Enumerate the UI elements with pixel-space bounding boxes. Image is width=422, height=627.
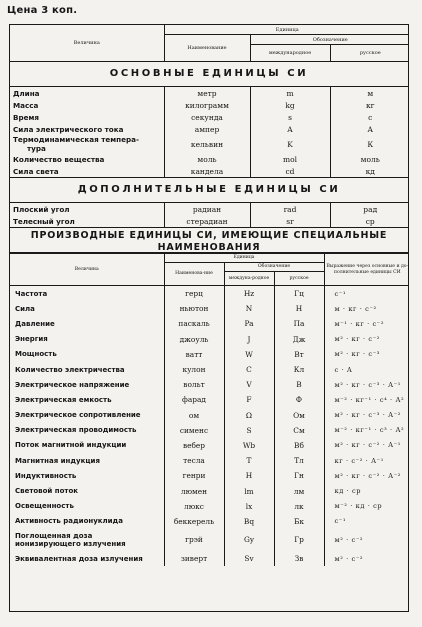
derived-row — [10, 362, 409, 377]
header2-expression: Выражение через основные и до-полнительные единицы СИ — [324, 254, 409, 286]
russian-symbol: кд — [330, 165, 409, 177]
quantity-name: Длина — [13, 88, 40, 98]
quantity-cell — [10, 377, 164, 392]
quantity-cell — [10, 453, 164, 468]
quantity-name: Поглощенная доза — [15, 532, 93, 540]
russian-symbol: с — [330, 111, 409, 123]
unit-name: кулон — [164, 362, 224, 377]
russian-symbol: Вт — [274, 347, 324, 362]
derived-row — [10, 483, 409, 498]
si-expression: м⁻² · кг⁻¹ · с³ · А² — [324, 423, 409, 438]
derived-row — [10, 551, 409, 566]
intl-symbol: Pa — [224, 316, 274, 331]
unit-name: люкс — [164, 499, 224, 514]
quantity-name: Сила электрического тока — [13, 124, 124, 134]
si-expression: с · А — [324, 362, 409, 377]
quantity-name: Поток магнитной индукции — [15, 441, 127, 450]
unit-name: кандела — [164, 165, 250, 177]
russian-symbol: Зв — [274, 551, 324, 566]
unit-name: грэй — [164, 529, 224, 551]
unit-row — [10, 165, 409, 177]
unit-name: метр — [164, 87, 250, 99]
unit-row — [10, 87, 409, 99]
unit-name: беккерель — [164, 514, 224, 529]
unit-row — [10, 135, 409, 153]
derived-row — [10, 377, 409, 392]
header-unit: Единица — [164, 25, 409, 35]
derived-row — [10, 347, 409, 362]
quantity-name-continued: ионизирующего излучения — [15, 540, 126, 548]
quantity-name: Количество вещества — [13, 154, 105, 164]
derived-row — [10, 316, 409, 331]
intl-symbol: W — [224, 347, 274, 362]
intl-symbol: S — [224, 423, 274, 438]
unit-name: герц — [164, 286, 224, 301]
russian-symbol: Гн — [274, 468, 324, 483]
unit-name: генри — [164, 468, 224, 483]
quantity-cell — [10, 468, 164, 483]
intl-symbol: Ω — [224, 408, 274, 423]
unit-name: фарад — [164, 392, 224, 407]
derived-units-title — [10, 227, 408, 253]
intl-symbol: A — [250, 123, 330, 135]
derived-row — [10, 286, 409, 301]
quantity-cell — [10, 347, 164, 362]
quantity-name: Энергия — [15, 335, 48, 344]
header-quantity: Величина — [10, 25, 164, 62]
intl-symbol: Hz — [224, 286, 274, 301]
russian-symbol: Ом — [274, 408, 324, 423]
intl-symbol: H — [224, 468, 274, 483]
unit-row — [10, 111, 409, 123]
quantity-name: Частота — [15, 289, 48, 298]
quantity-name: Мощность — [15, 350, 57, 359]
supplementary-units-title: ДОПОЛНИТЕЛЬНЫЕ ЕДИНИЦЫ СИ — [10, 177, 408, 203]
si-expression: кг · с⁻² · А⁻¹ — [324, 453, 409, 468]
intl-symbol: kg — [250, 99, 330, 111]
quantity-cell — [10, 362, 164, 377]
russian-symbol: Н — [274, 301, 324, 316]
unit-row — [10, 215, 409, 227]
unit-name: кельвин — [164, 135, 250, 153]
unit-name: вебер — [164, 438, 224, 453]
header2-designation: Обозначение — [224, 263, 324, 272]
quantity-cell — [10, 529, 164, 551]
quantity-cell — [10, 438, 164, 453]
intl-symbol: m — [250, 87, 330, 99]
intl-symbol: Sv — [224, 551, 274, 566]
russian-symbol: Кл — [274, 362, 324, 377]
russian-symbol: лм — [274, 483, 324, 498]
supplementary-units-table — [10, 203, 409, 227]
quantity-name: Эквивалентная доза излучения — [15, 554, 143, 563]
intl-symbol: lx — [224, 499, 274, 514]
russian-symbol: кг — [330, 99, 409, 111]
derived-row — [10, 332, 409, 347]
russian-symbol: Вб — [274, 438, 324, 453]
russian-symbol: К — [330, 135, 409, 153]
derived-row — [10, 301, 409, 316]
header2-name: Наименова-ние — [164, 263, 224, 286]
quantity-name-continued: тура — [27, 144, 46, 153]
unit-name: ампер — [164, 123, 250, 135]
unit-row — [10, 123, 409, 135]
quantity-cell — [10, 111, 164, 123]
intl-symbol: C — [224, 362, 274, 377]
price-label: Цена 3 коп. — [7, 5, 78, 16]
quantity-name: Световой поток — [15, 487, 79, 496]
quantity-cell — [10, 514, 164, 529]
intl-symbol: Bq — [224, 514, 274, 529]
quantity-name: Индуктивность — [15, 471, 77, 480]
quantity-cell — [10, 408, 164, 423]
quantity-cell — [10, 301, 164, 316]
header-designation: Обозначение — [250, 35, 409, 45]
si-expression: м² · кг · с⁻³ · А⁻² — [324, 408, 409, 423]
si-expression: м² · кг · с⁻² · А⁻² — [324, 468, 409, 483]
quantity-cell — [10, 483, 164, 498]
russian-symbol: Гр — [274, 529, 324, 551]
russian-symbol: Па — [274, 316, 324, 331]
quantity-name: Электрическая емкость — [15, 395, 112, 404]
quantity-cell — [10, 332, 164, 347]
derived-units-table — [10, 286, 409, 566]
quantity-cell — [10, 286, 164, 301]
si-expression: м⁻² · кг⁻¹ · с⁴ · А² — [324, 392, 409, 407]
si-expression: м · кг · с⁻² — [324, 301, 409, 316]
intl-symbol: rad — [250, 203, 330, 215]
russian-symbol: В — [274, 377, 324, 392]
quantity-name: Термодинамическая темпера- — [13, 135, 139, 144]
quantity-name: Сила света — [13, 166, 59, 176]
derived-row — [10, 392, 409, 407]
si-expression: кд · ср — [324, 483, 409, 498]
russian-symbol: рад — [330, 203, 409, 215]
si-expression: м⁻² · кд · ср — [324, 499, 409, 514]
quantity-cell — [10, 203, 164, 215]
header2-quantity: Величина — [10, 254, 164, 286]
unit-name: паскаль — [164, 316, 224, 331]
intl-symbol: F — [224, 392, 274, 407]
si-expression: с⁻¹ — [324, 514, 409, 529]
derived-header — [10, 253, 409, 286]
quantity-name: Масса — [13, 100, 39, 110]
derived-row — [10, 453, 409, 468]
unit-name: стерадиан — [164, 215, 250, 227]
units-table-frame — [9, 24, 409, 612]
russian-symbol: Дж — [274, 332, 324, 347]
unit-name: секунда — [164, 111, 250, 123]
unit-name: джоуль — [164, 332, 224, 347]
unit-name: тесла — [164, 453, 224, 468]
intl-symbol: lm — [224, 483, 274, 498]
quantity-cell — [10, 123, 164, 135]
quantity-cell — [10, 316, 164, 331]
si-expression: с⁻¹ — [324, 286, 409, 301]
base-header — [10, 25, 409, 62]
quantity-cell — [10, 87, 164, 99]
unit-name: килограмм — [164, 99, 250, 111]
russian-symbol: ср — [330, 215, 409, 227]
derived-row — [10, 438, 409, 453]
quantity-name: Электрическое сопротивление — [15, 411, 141, 420]
quantity-name: Плоский угол — [13, 204, 70, 214]
quantity-cell — [10, 215, 164, 227]
quantity-cell — [10, 153, 164, 165]
quantity-cell — [10, 135, 164, 153]
unit-row — [10, 153, 409, 165]
quantity-name: Давление — [15, 319, 55, 328]
quantity-cell — [10, 551, 164, 566]
unit-name: сименс — [164, 423, 224, 438]
russian-symbol: лк — [274, 499, 324, 514]
header-name: Наименование — [164, 35, 250, 62]
intl-symbol: Gy — [224, 529, 274, 551]
derived-title-line-2: НАИМЕНОВАНИЯ — [157, 242, 261, 253]
unit-name: ватт — [164, 347, 224, 362]
derived-row — [10, 408, 409, 423]
quantity-name: Активность радионуклида — [15, 517, 123, 526]
quantity-cell — [10, 499, 164, 514]
russian-symbol: См — [274, 423, 324, 438]
derived-row — [10, 468, 409, 483]
intl-symbol: J — [224, 332, 274, 347]
unit-name: радиан — [164, 203, 250, 215]
si-expression: м⁻¹ · кг · с⁻² — [324, 316, 409, 331]
russian-symbol: м — [330, 87, 409, 99]
intl-symbol: K — [250, 135, 330, 153]
intl-symbol: T — [224, 453, 274, 468]
si-expression: м² · кг · с⁻² — [324, 332, 409, 347]
quantity-name: Электрическое напряжение — [15, 380, 130, 389]
intl-symbol: N — [224, 301, 274, 316]
quantity-name: Электрическая проводимость — [15, 426, 137, 435]
quantity-cell — [10, 165, 164, 177]
derived-row — [10, 529, 409, 551]
russian-symbol: моль — [330, 153, 409, 165]
quantity-name: Количество электричества — [15, 365, 125, 374]
intl-symbol: Wb — [224, 438, 274, 453]
quantity-name: Сила — [15, 304, 35, 313]
russian-symbol: Гц — [274, 286, 324, 301]
quantity-cell — [10, 392, 164, 407]
quantity-name: Магнитная индукция — [15, 456, 100, 465]
unit-name: люмен — [164, 483, 224, 498]
si-expression: м² · кг · с⁻³ — [324, 347, 409, 362]
header-russian: русское — [330, 45, 409, 62]
quantity-name: Время — [13, 112, 39, 122]
quantity-cell — [10, 423, 164, 438]
unit-name: ньютон — [164, 301, 224, 316]
header2-international: междуна-родное — [224, 272, 274, 286]
base-units-title: ОСНОВНЫЕ ЕДИНИЦЫ СИ — [10, 62, 408, 87]
unit-name: ом — [164, 408, 224, 423]
si-expression: м² · с⁻² — [324, 529, 409, 551]
intl-symbol: mol — [250, 153, 330, 165]
derived-row — [10, 499, 409, 514]
russian-symbol: Ф — [274, 392, 324, 407]
header2-russian: русское — [274, 272, 324, 286]
intl-symbol: s — [250, 111, 330, 123]
si-expression: м² · с⁻² — [324, 551, 409, 566]
quantity-name: Телесный угол — [13, 216, 75, 226]
derived-row — [10, 423, 409, 438]
unit-name: моль — [164, 153, 250, 165]
base-units-table — [10, 87, 409, 177]
unit-name: вольт — [164, 377, 224, 392]
intl-symbol: V — [224, 377, 274, 392]
quantity-name: Освещенность — [15, 502, 74, 511]
unit-row — [10, 99, 409, 111]
russian-symbol: Бк — [274, 514, 324, 529]
derived-row — [10, 514, 409, 529]
si-expression: м² · кг · с⁻³ · А⁻¹ — [324, 377, 409, 392]
intl-symbol: cd — [250, 165, 330, 177]
derived-title-line-1: ПРОИЗВОДНЫЕ ЕДИНИЦЫ СИ, ИМЕЮЩИЕ СПЕЦИАЛЬНЫЕ — [30, 230, 388, 241]
unit-row — [10, 203, 409, 215]
intl-symbol: sr — [250, 215, 330, 227]
quantity-cell — [10, 99, 164, 111]
russian-symbol: А — [330, 123, 409, 135]
russian-symbol: Тл — [274, 453, 324, 468]
si-expression: м² · кг · с⁻² · А⁻¹ — [324, 438, 409, 453]
unit-name: зиверт — [164, 551, 224, 566]
header-international: международное — [250, 45, 330, 62]
header2-unit: Единица — [164, 254, 324, 263]
